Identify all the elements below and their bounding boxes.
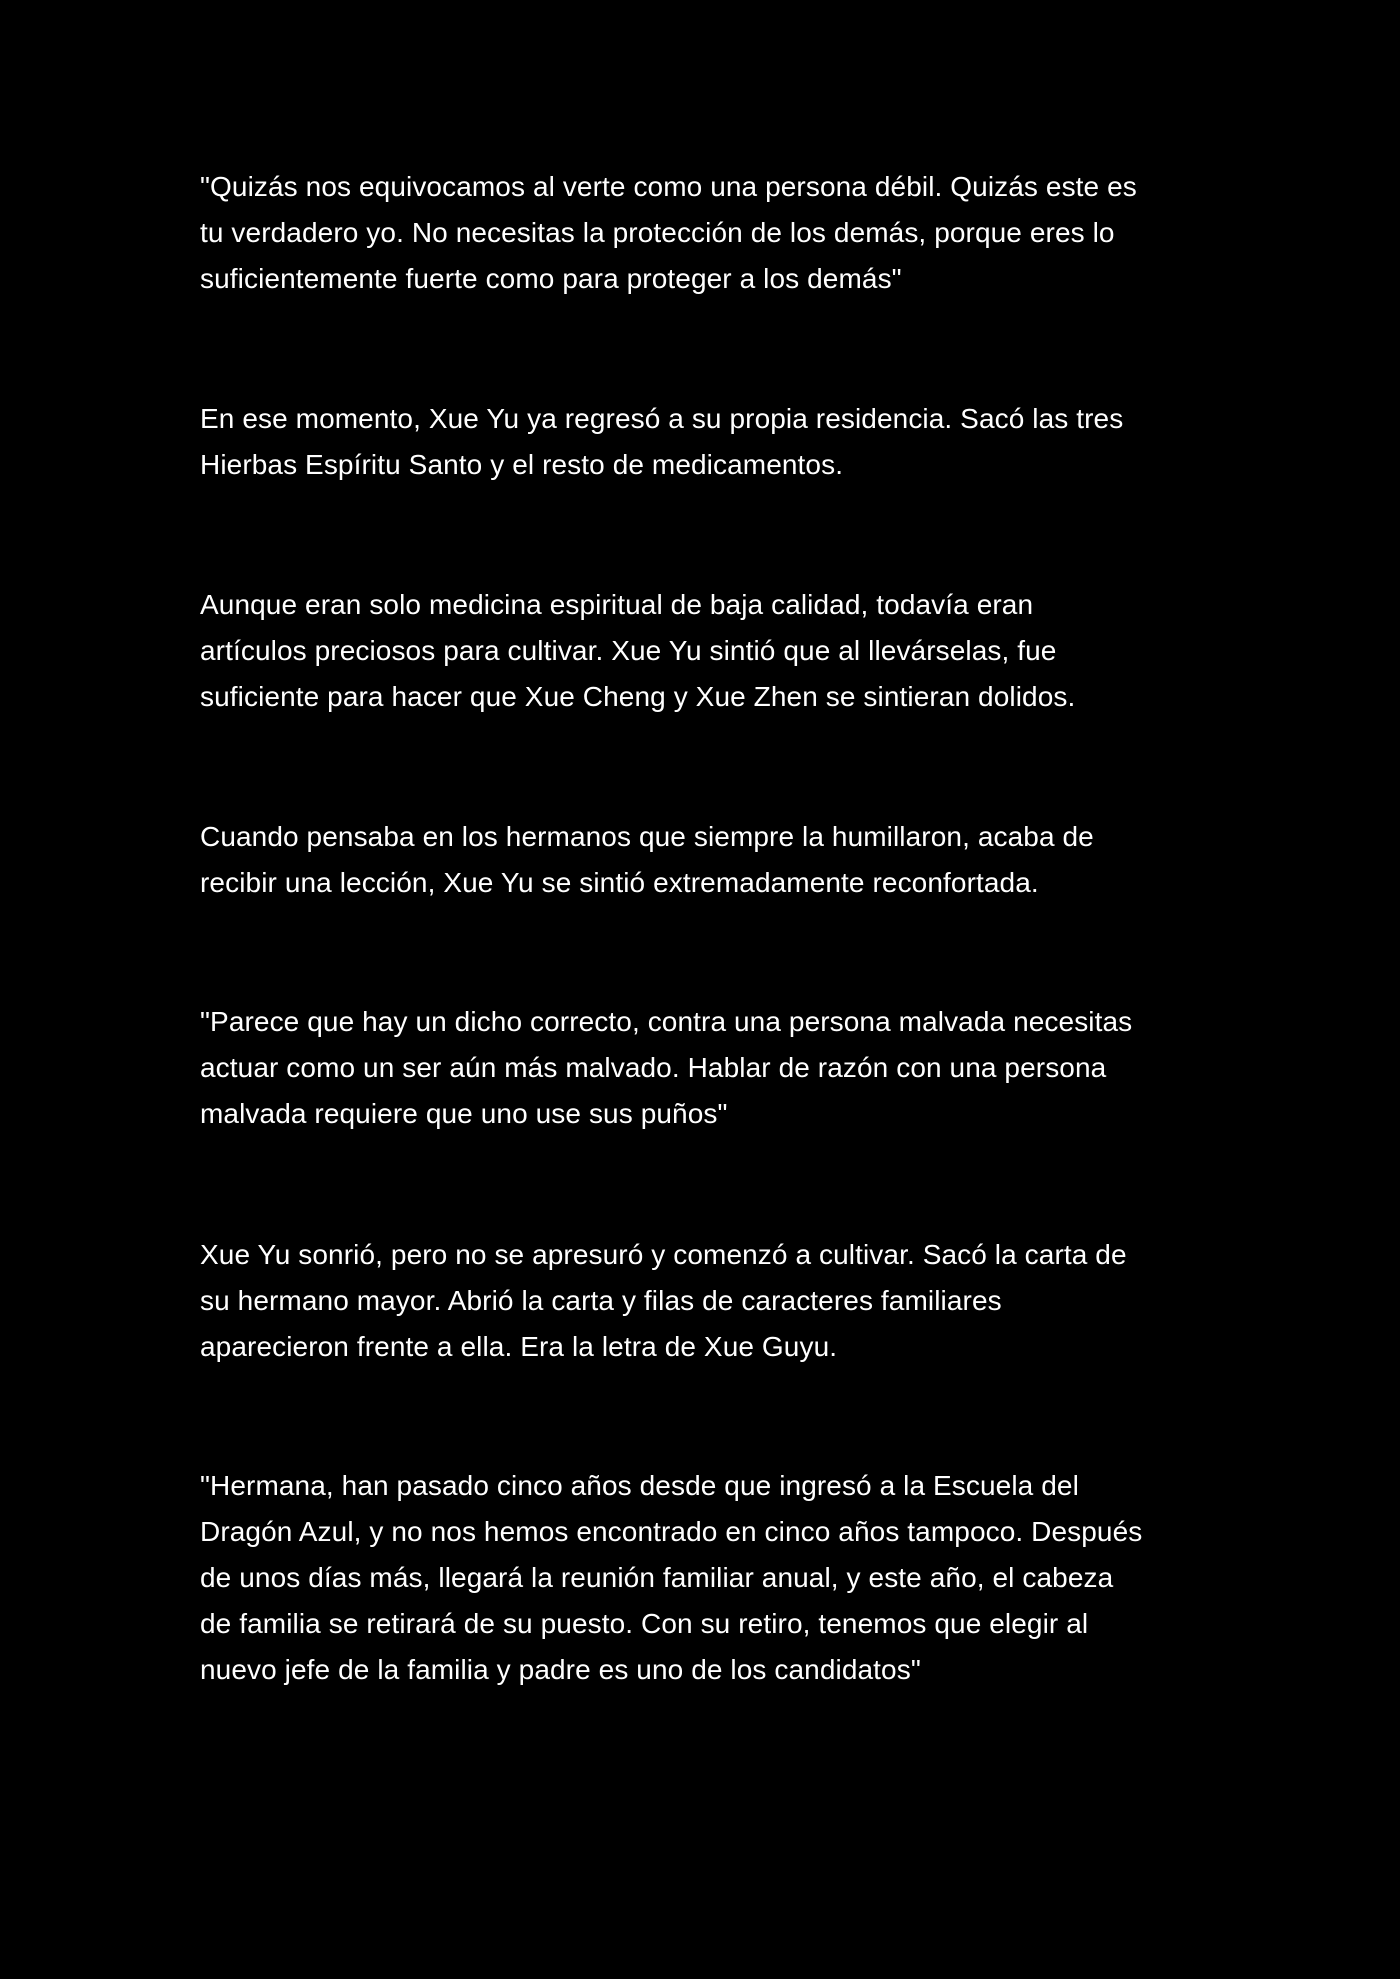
paragraph-1 [200, 164, 1200, 302]
paragraph-line: "Quizás nos equivocamos al verte como una persona débil. Quizás este es [200, 171, 1137, 202]
paragraph-7 [200, 1463, 1200, 1693]
paragraph-line: Aunque eran solo medicina espiritual de baja calidad, todavía eran [200, 589, 1034, 620]
paragraph-line: recibir una lección, Xue Yu se sintió extremadamente reconfortada. [200, 867, 1039, 898]
paragraph-line: artículos preciosos para cultivar. Xue Yu sintió que al llevárselas, fue [200, 635, 1057, 666]
paragraph-line: aparecieron frente a ella. Era la letra de Xue Guyu. [200, 1331, 838, 1362]
paragraph-line: Cuando pensaba en los hermanos que siempre la humillaron, acaba de [200, 821, 1094, 852]
paragraph-line: suficiente para hacer que Xue Cheng y Xue Zhen se sintieran dolidos. [200, 681, 1076, 712]
paragraph-6 [200, 1232, 1200, 1370]
paragraph-line: su hermano mayor. Abrió la carta y filas de caracteres familiares [200, 1285, 1002, 1316]
paragraph-line: En ese momento, Xue Yu ya regresó a su propia residencia. Sacó las tres [200, 403, 1124, 434]
paragraph-line: suficientemente fuerte como para proteger a los demás" [200, 263, 902, 294]
paragraph-line: Xue Yu sonrió, pero no se apresuró y comenzó a cultivar. Sacó la carta de [200, 1239, 1127, 1270]
paragraph-4 [200, 814, 1200, 906]
paragraph-line: tu verdadero yo. No necesitas la protección de los demás, porque eres lo [200, 217, 1115, 248]
paragraph-line: malvada requiere que uno use sus puños" [200, 1098, 728, 1129]
paragraph-line: de unos días más, llegará la reunión familiar anual, y este año, el cabeza [200, 1562, 1114, 1593]
paragraph-5 [200, 999, 1200, 1137]
paragraph-line: "Hermana, han pasado cinco años desde que ingresó a la Escuela del [200, 1470, 1079, 1501]
paragraph-line: "Parece que hay un dicho correcto, contra una persona malvada necesitas [200, 1006, 1133, 1037]
paragraph-line: actuar como un ser aún más malvado. Hablar de razón con una persona [200, 1052, 1107, 1083]
paragraph-line: de familia se retirará de su puesto. Con su retiro, tenemos que elegir al [200, 1608, 1089, 1639]
paragraph-2 [200, 396, 1200, 488]
paragraph-line: Dragón Azul, y no nos hemos encontrado en cinco años tampoco. Después [200, 1516, 1143, 1547]
paragraph-line: Hierbas Espíritu Santo y el resto de medicamentos. [200, 449, 844, 480]
paragraph-3 [200, 582, 1200, 720]
paragraph-line: nuevo jefe de la familia y padre es uno de los candidatos" [200, 1654, 921, 1685]
